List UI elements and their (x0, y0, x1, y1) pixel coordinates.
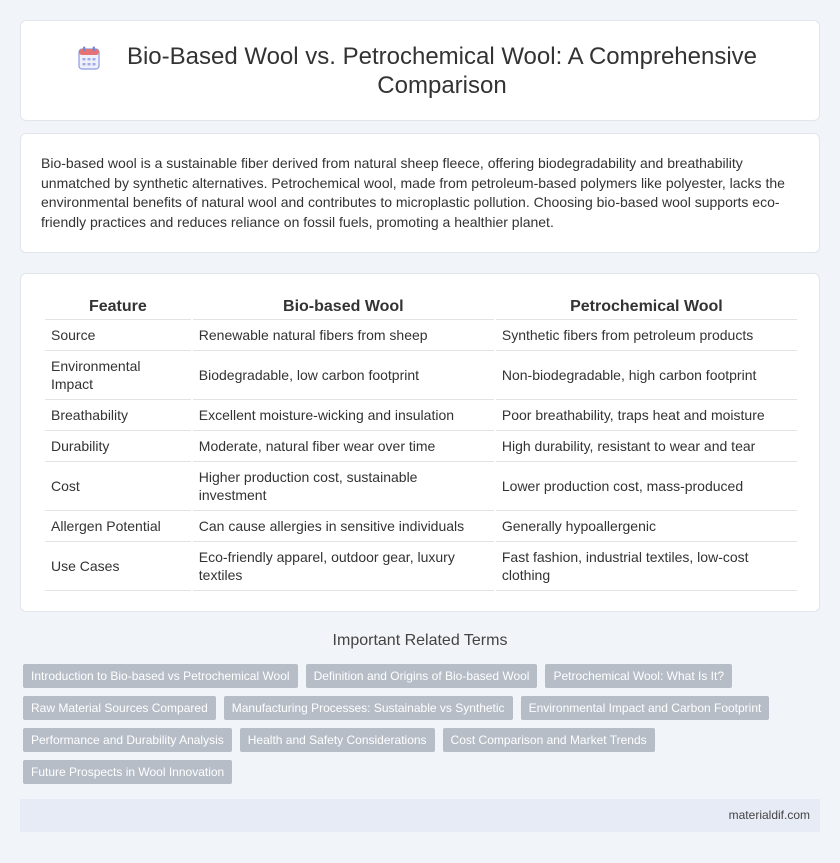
related-term-tag[interactable]: Introduction to Bio-based vs Petrochemical Wool (23, 664, 298, 688)
bio-cell: Excellent moisture-wicking and insulation (193, 400, 494, 431)
related-term-tag[interactable]: Petrochemical Wool: What Is It? (545, 664, 732, 688)
table-header-row (45, 294, 797, 320)
feature-cell: Allergen Potential (45, 511, 191, 542)
petro-cell: High durability, resistant to wear and tear (496, 431, 797, 462)
feature-cell: Durability (45, 431, 191, 462)
title-wrap (38, 42, 802, 100)
feature-cell: Environmental Impact (45, 351, 191, 400)
feature-cell: Source (45, 320, 191, 351)
related-term-tag[interactable]: Health and Safety Considerations (240, 728, 435, 752)
header-feature: Feature (45, 294, 191, 320)
related-term-tag[interactable]: Performance and Durability Analysis (23, 728, 232, 752)
page-title: Bio-Based Wool vs. Petrochemical Wool: A Comprehensive Comparison (126, 42, 758, 99)
feature-cell: Breathability (45, 400, 191, 431)
petro-cell: Generally hypoallergenic (496, 511, 797, 542)
related-terms-title: Important Related Terms (332, 632, 508, 649)
bio-cell: Renewable natural fibers from sheep (193, 320, 494, 351)
feature-cell: Cost (45, 462, 191, 511)
calendar-icon (78, 46, 100, 70)
related-term-tag[interactable]: Future Prospects in Wool Innovation (23, 760, 232, 784)
table-row (45, 351, 797, 400)
bio-cell: Can cause allergies in sensitive individuals (193, 511, 494, 542)
comparison-card (20, 273, 820, 612)
bio-cell: Biodegradable, low carbon footprint (193, 351, 494, 400)
petro-cell: Fast fashion, industrial textiles, low-cost clothing (496, 542, 797, 591)
petro-cell: Non-biodegradable, high carbon footprint (496, 351, 797, 400)
related-term-tag[interactable]: Cost Comparison and Market Trends (443, 728, 655, 752)
intro-text: Bio-based wool is a sustainable fiber derived from natural sheep fleece, offering biodegradability and breathability unmatched by synthetic alternatives. Petrochemical wool, made from petroleum-based polymers like polyester, lacks the environmental benefits of natural wool and contributes to microplastic pollution. Choosing bio-based wool supports eco-friendly practices and reduces reliance on fossil fuels, promoting a healthier planet. (41, 155, 785, 230)
header-bio-based-wool: Bio-based Wool (193, 294, 494, 320)
footer-site-link[interactable]: materialdif.com (728, 808, 810, 822)
table-row (45, 431, 797, 462)
petro-cell: Poor breathability, traps heat and moisture (496, 400, 797, 431)
bio-cell: Eco-friendly apparel, outdoor gear, luxury textiles (193, 542, 494, 591)
header-petrochemical-wool: Petrochemical Wool (496, 294, 797, 320)
related-term-tag[interactable]: Manufacturing Processes: Sustainable vs Synthetic (224, 696, 513, 720)
related-terms-list (23, 664, 803, 792)
intro-card (20, 133, 820, 253)
petro-cell: Lower production cost, mass-produced (496, 462, 797, 511)
bio-cell: Moderate, natural fiber wear over time (193, 431, 494, 462)
related-term-tag[interactable]: Environmental Impact and Carbon Footprint (521, 696, 770, 720)
table-row (45, 320, 797, 351)
bio-cell: Higher production cost, sustainable investment (193, 462, 494, 511)
related-term-tag[interactable]: Definition and Origins of Bio-based Wool (306, 664, 538, 688)
related-term-tag[interactable]: Raw Material Sources Compared (23, 696, 216, 720)
petro-cell: Synthetic fibers from petroleum products (496, 320, 797, 351)
comparison-table (43, 294, 799, 591)
header-card (20, 20, 820, 121)
table-row (45, 400, 797, 431)
footer (20, 799, 820, 832)
table-row (45, 511, 797, 542)
table-row (45, 462, 797, 511)
table-row (45, 542, 797, 591)
feature-cell: Use Cases (45, 542, 191, 591)
